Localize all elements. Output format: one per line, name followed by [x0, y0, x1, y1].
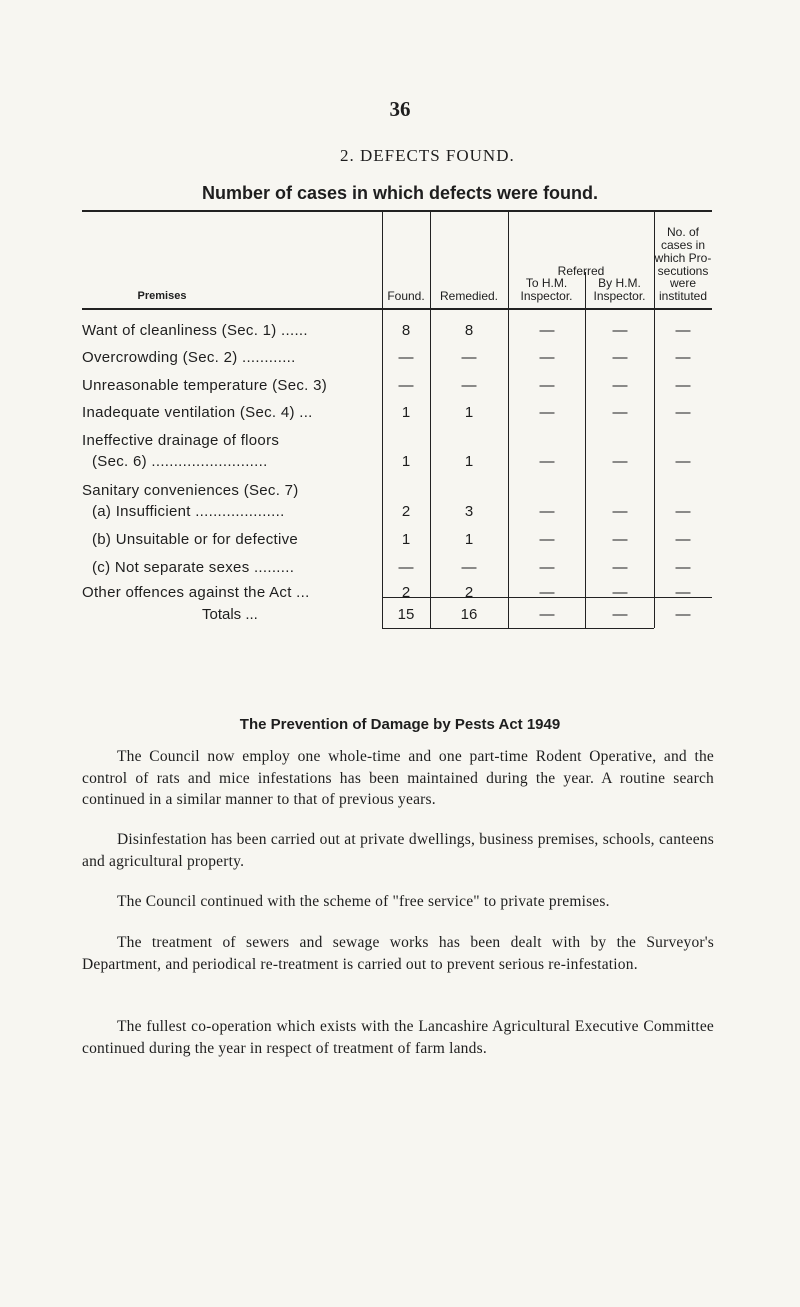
row-label: (Sec. 6) ..........................: [92, 453, 268, 470]
cell-remedied: 1: [464, 404, 474, 421]
header-remedied: Remedied.: [439, 289, 499, 303]
header-to-hm-line1: To H.M.: [525, 276, 568, 290]
header-premises: Premises: [137, 290, 187, 302]
totals-label: Totals ...: [202, 606, 258, 623]
cell-to-hm: —: [539, 404, 555, 421]
cell-to-hm: —: [539, 322, 555, 339]
row-label: Overcrowding (Sec. 2) ............: [82, 349, 296, 366]
cell-found: 8: [401, 322, 411, 339]
row-label: Unreasonable temperature (Sec. 3): [82, 377, 328, 394]
row-label-line1: Ineffective drainage of floors: [82, 432, 280, 449]
cell-found: —: [398, 349, 414, 366]
header-by-hm-line2: Inspector.: [593, 289, 646, 303]
cell-by-hm: —: [612, 531, 628, 548]
totals-by-hm: —: [612, 606, 628, 623]
cell-found: 1: [401, 404, 411, 421]
row-label: (c) Not separate sexes .........: [92, 559, 295, 576]
row-label: (b) Unsuitable or for defective: [92, 531, 299, 548]
header-prosecutions-line1: No. of: [666, 225, 699, 239]
cell-by-hm: —: [612, 559, 628, 576]
header-to-hm-line2: Inspector.: [520, 289, 573, 303]
row-label-line1: Sanitary conveniences (Sec. 7): [82, 482, 299, 499]
cell-remedied: 3: [464, 503, 474, 520]
table-top-rule: [82, 210, 712, 212]
paragraph: Disinfestation has been carried out at private dwellings, business premises, schools, canteens and agricultural property.: [82, 831, 714, 870]
header-prosecutions-line5: were: [669, 276, 696, 290]
cell-to-hm: —: [539, 559, 555, 576]
col-divider-found: [382, 210, 383, 628]
prevention-heading: The Prevention of Damage by Pests Act 1949: [239, 716, 561, 733]
header-prosecutions-line6: instituted: [658, 289, 708, 303]
cell-remedied: —: [461, 377, 477, 394]
cell-remedied: 1: [464, 531, 474, 548]
cell-to-hm: —: [539, 503, 555, 520]
paragraph: The Council continued with the scheme of "free service" to private premises.: [117, 893, 610, 910]
cell-to-hm: —: [539, 584, 555, 601]
header-prosecutions-line4: secutions: [657, 264, 709, 278]
header-found: Found.: [387, 289, 425, 303]
cell-by-hm: —: [612, 584, 628, 601]
cell-found: 1: [401, 531, 411, 548]
paragraph: The treatment of sewers and sewage works has been dealt with by the Surveyor's Department, and periodical re-treatment is carried out to prevent serious re-infestation.: [82, 934, 714, 973]
cell-to-hm: —: [539, 349, 555, 366]
cell-to-hm: —: [539, 453, 555, 470]
cell-to-hm: —: [539, 377, 555, 394]
header-prosecutions-line2: cases in: [660, 238, 706, 252]
cell-prosecutions: —: [675, 531, 691, 548]
cell-prosecutions: —: [675, 377, 691, 394]
header-bottom-rule: [82, 308, 712, 310]
row-label: Inadequate ventilation (Sec. 4) ...: [82, 404, 313, 421]
cell-by-hm: —: [612, 503, 628, 520]
cell-prosecutions: —: [675, 584, 691, 601]
cell-found: 1: [401, 453, 411, 470]
totals-found: 15: [397, 606, 415, 623]
cell-prosecutions: —: [675, 349, 691, 366]
defects-table: [82, 210, 712, 630]
section-heading: 2. DEFECTS FOUND.: [340, 146, 515, 165]
row-label: Other offences against the Act ...: [82, 584, 310, 601]
cell-by-hm: —: [612, 349, 628, 366]
cell-found: —: [398, 377, 414, 394]
cell-found: 2: [401, 584, 411, 601]
cell-by-hm: —: [612, 453, 628, 470]
cell-prosecutions: —: [675, 559, 691, 576]
row-label: (a) Insufficient ....................: [92, 503, 285, 520]
col-divider-inspectors: [585, 272, 586, 628]
paragraph: The Council now employ one whole-time and one part-time Rodent Operative, and the control of rats and mice infestations has been maintained during the year. A routine search continued in a similar manner to that of previous years.: [82, 748, 714, 808]
cell-to-hm: —: [539, 531, 555, 548]
cell-remedied: —: [461, 349, 477, 366]
row-label: Want of cleanliness (Sec. 1) ......: [82, 322, 308, 339]
cell-prosecutions: —: [675, 503, 691, 520]
header-prosecutions-line3: which Pro-: [654, 251, 712, 265]
cell-remedied: 8: [464, 322, 474, 339]
cell-prosecutions: —: [675, 322, 691, 339]
totals-bottom-rule: [382, 628, 654, 629]
totals-to-hm: —: [539, 606, 555, 623]
totals-remedied: 16: [460, 606, 478, 623]
paragraph: The fullest co-operation which exists with the Lancashire Agricultural Executive Committee continued during the year in respect of treatment of farm lands.: [82, 1018, 714, 1057]
page-number: 36: [389, 97, 411, 121]
cell-remedied: —: [461, 559, 477, 576]
cell-prosecutions: —: [675, 404, 691, 421]
cell-by-hm: —: [612, 322, 628, 339]
cell-by-hm: —: [612, 404, 628, 421]
cell-by-hm: —: [612, 377, 628, 394]
col-divider-remedied: [430, 210, 431, 628]
totals-prosecutions: —: [675, 606, 691, 623]
cell-remedied: 1: [464, 453, 474, 470]
cell-prosecutions: —: [675, 453, 691, 470]
header-referred: Referred: [557, 264, 605, 278]
header-by-hm-line1: By H.M.: [598, 276, 641, 290]
table-caption: Number of cases in which defects were found.: [201, 183, 599, 203]
cell-remedied: 2: [464, 584, 474, 601]
cell-found: —: [398, 559, 414, 576]
cell-found: 2: [401, 503, 411, 520]
